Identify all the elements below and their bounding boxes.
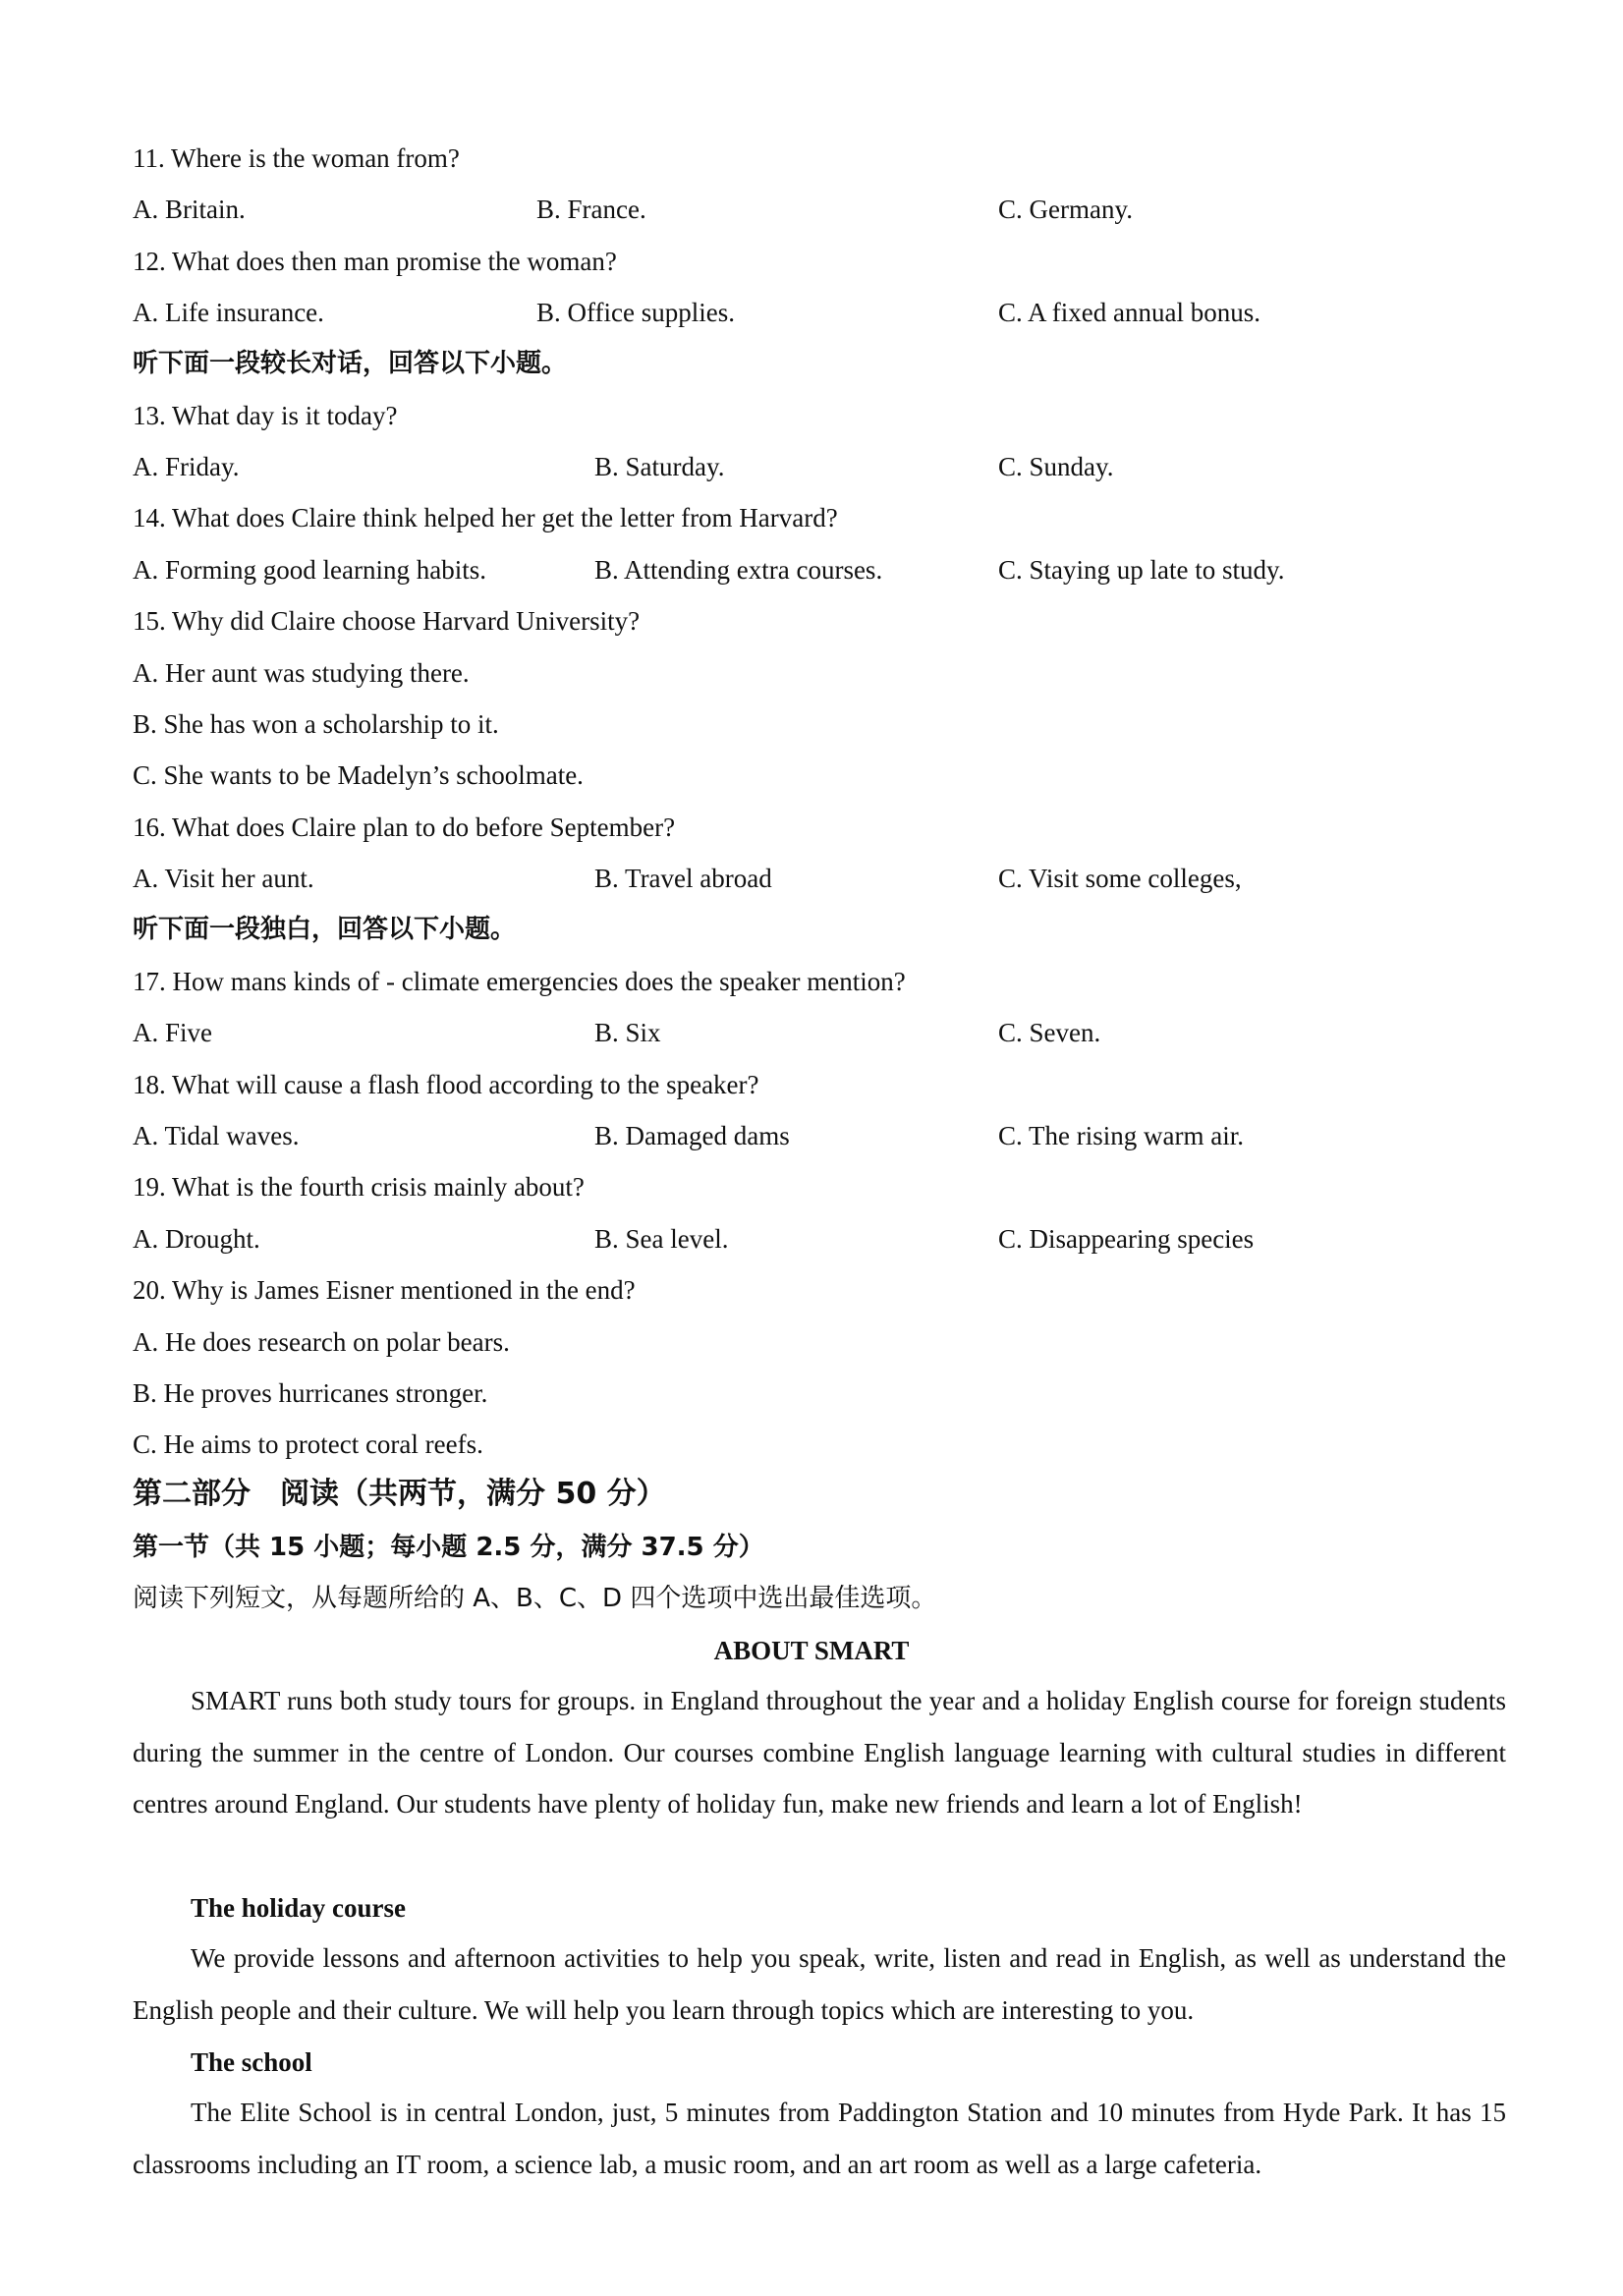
- q11-option-b: B. France.: [536, 195, 646, 224]
- part2-section1-heading: 第一节（共 15 小题；每小题 2.5 分，满分 37.5 分）: [133, 1533, 764, 1562]
- subheading-school: The school: [191, 2047, 312, 2077]
- passage-holiday-course: We provide lessons and afternoon activities to help you speak, write, listen and read in English, as well as understand the English people and their culture. We will help you learn through topics which are interesting to you.: [133, 1943, 1506, 2025]
- question-18: 18. What will cause a flash flood according to the speaker?: [133, 1070, 759, 1099]
- q16-option-b: B. Travel abroad: [594, 864, 772, 893]
- q20-option-b: B. He proves hurricanes stronger.: [133, 1378, 488, 1408]
- q18-option-c: C. The rising warm air.: [998, 1121, 1244, 1150]
- q11-option-c: C. Germany.: [998, 195, 1133, 224]
- question-17: 17. How mans kinds of - climate emergencies does the speaker mention?: [133, 967, 906, 996]
- q19-option-c: C. Disappearing species: [998, 1224, 1255, 1254]
- instruction-long-dialogue: 听下面一段较长对话，回答以下小题。: [133, 349, 568, 378]
- q19-option-b: B. Sea level.: [594, 1224, 729, 1254]
- q18-option-b: B. Damaged dams: [594, 1121, 790, 1150]
- question-20: 20. Why is James Eisner mentioned in the end?: [133, 1275, 636, 1305]
- q12-option-b: B. Office supplies.: [536, 298, 735, 327]
- part2-heading: 第二部分 阅读（共两节，满分 50 分）: [133, 1477, 666, 1511]
- q12-option-a: A. Life insurance.: [133, 298, 324, 327]
- question-19: 19. What is the fourth crisis mainly about?: [133, 1172, 585, 1202]
- passage-title: ABOUT SMART: [713, 1636, 910, 1665]
- q16-option-a: A. Visit her aunt.: [133, 864, 314, 893]
- question-13: 13. What day is it today?: [133, 401, 398, 430]
- q15-option-c: C. She wants to be Madelyn’s schoolmate.: [133, 760, 584, 790]
- q18-option-a: A. Tidal waves.: [133, 1121, 300, 1150]
- q14-option-c: C. Staying up late to study.: [998, 555, 1285, 585]
- q15-option-a: A. Her aunt was studying there.: [133, 658, 470, 688]
- q16-option-c: C. Visit some colleges,: [998, 864, 1242, 893]
- subheading-holiday-course: The holiday course: [191, 1893, 407, 1923]
- q14-option-a: A. Forming good learning habits.: [133, 555, 486, 585]
- instruction-monologue: 听下面一段独白，回答以下小题。: [133, 915, 517, 944]
- question-12: 12. What does then man promise the woman?: [133, 247, 617, 276]
- question-16: 16. What does Claire plan to do before September?: [133, 812, 676, 842]
- q20-option-a: A. He does research on polar bears.: [133, 1327, 510, 1357]
- q19-option-a: A. Drought.: [133, 1224, 260, 1254]
- q17-option-b: B. Six: [594, 1018, 661, 1047]
- passage-intro: SMART runs both study tours for groups. in England throughout the year and a holiday English course for foreign students during the summer in the centre of London. Our courses combine English language learning with cultural studies in different centres around England. Our students have plenty of holiday fun, make new friends and learn a lot of English!: [133, 1686, 1506, 1819]
- q13-option-a: A. Friday.: [133, 452, 240, 481]
- question-14: 14. What does Claire think helped her get the letter from Harvard?: [133, 503, 838, 532]
- q15-option-b: B. She has won a scholarship to it.: [133, 709, 499, 739]
- q11-option-a: A. Britain.: [133, 195, 246, 224]
- q14-option-b: B. Attending extra courses.: [594, 555, 883, 585]
- q12-option-c: C. A fixed annual bonus.: [998, 298, 1260, 327]
- q17-option-c: C. Seven.: [998, 1018, 1101, 1047]
- question-15: 15. Why did Claire choose Harvard University?: [133, 606, 641, 636]
- q20-option-c: C. He aims to protect coral reefs.: [133, 1429, 483, 1459]
- q13-option-b: B. Saturday.: [594, 452, 725, 481]
- passage-school: The Elite School is in central London, just, 5 minutes from Paddington Station and 10 minutes from Hyde Park. It has 15 classrooms including an IT room, a science lab, a music room, and an art room as well as a large cafeteria.: [133, 2098, 1506, 2179]
- part2-directions: 阅读下列短文，从每题所给的 A、B、C、D 四个选项中选出最佳选项。: [133, 1584, 937, 1613]
- question-11: 11. Where is the woman from?: [133, 143, 460, 173]
- q13-option-c: C. Sunday.: [998, 452, 1114, 481]
- q17-option-a: A. Five: [133, 1018, 212, 1047]
